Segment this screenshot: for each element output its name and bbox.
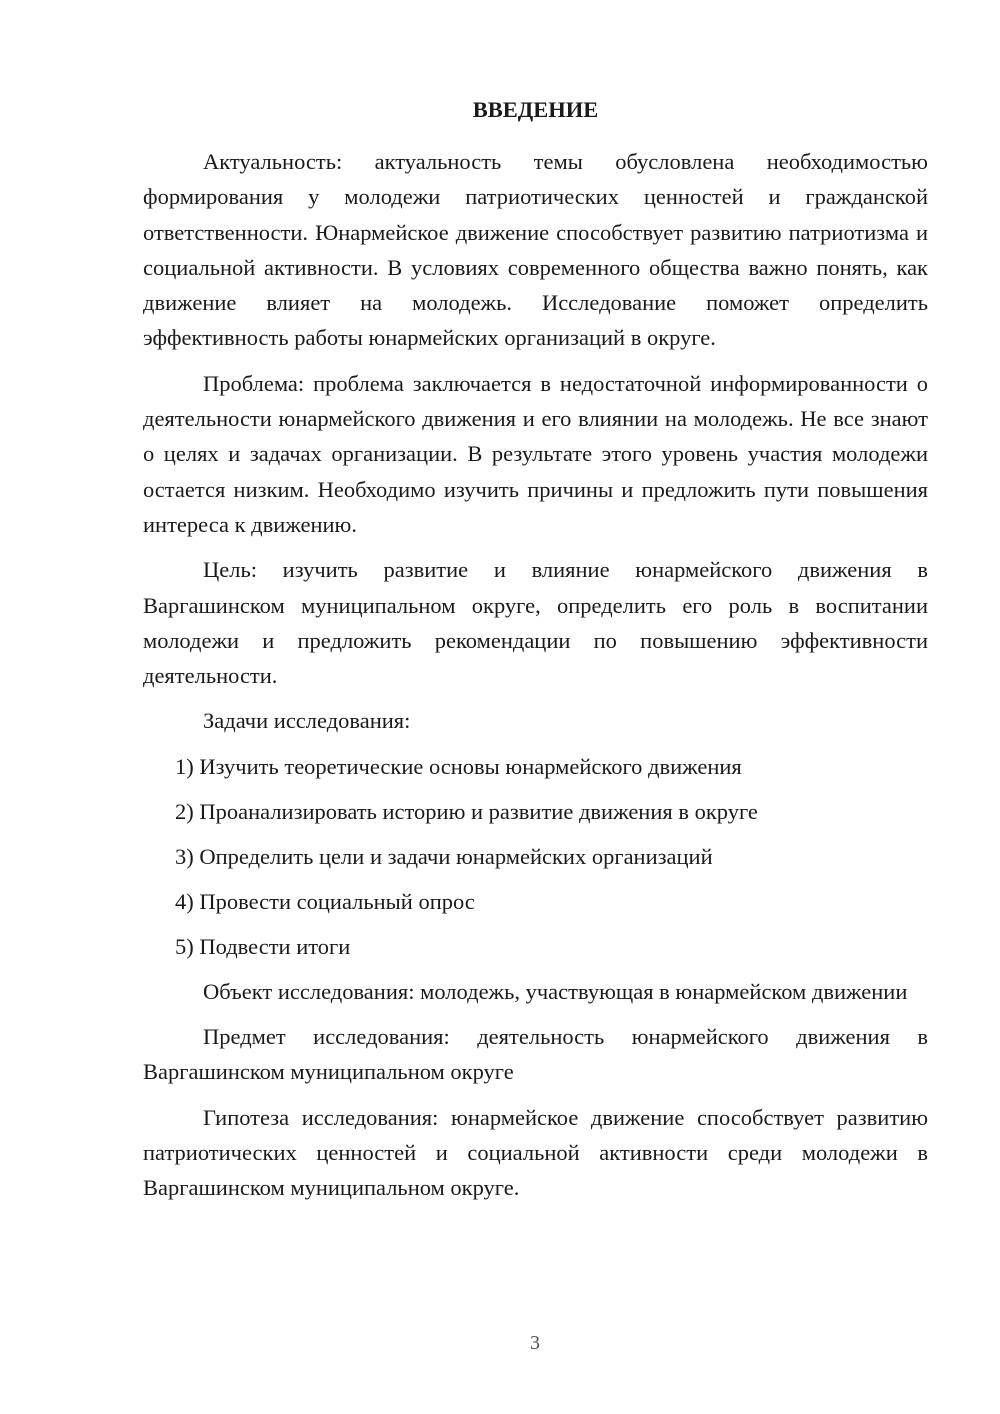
tasks-heading: Задачи исследования: (203, 708, 411, 734)
goal-paragraph: Цель: изучить развитие и влияние юнармейского движения в Варгашинском муниципальном округе, определить его роль в воспитании молодежи и предложить рекомендации по повышению эффективности деятельности. (143, 557, 928, 689)
task-item: 3) Определить цели и задачи юнармейских организаций (175, 843, 713, 869)
page-number: 3 (530, 1332, 540, 1354)
document-page (143, 92, 928, 1215)
hypothesis-paragraph: Гипотеза исследования: юнармейское движение способствует развитию патриотических ценностей и социальной активности среди молодежи в Варгашинском муниципальном округе. (143, 1104, 928, 1201)
task-item: 5) Подвести итоги (175, 933, 351, 959)
object-paragraph: Объект исследования: молодежь, участвующая в юнармейском движении (203, 978, 908, 1004)
subject-paragraph: Предмет исследования: деятельность юнармейского движения в Варгашинском муниципальном округе (143, 1023, 928, 1085)
relevance-paragraph: Актуальность: актуальность темы обусловлена необходимостью формирования у молодежи патриотических ценностей и гражданской ответственности. Юнармейское движение способствует развитию патриотизма и социальной активности. В условиях современного общества важно понять, как движение влияет на молодежь. Исследование поможет определить эффективность работы юнармейских организаций в округе. (143, 149, 928, 351)
page-title: ВВЕДЕНИЕ (472, 97, 599, 122)
task-item: 4) Провести социальный опрос (175, 888, 475, 914)
tasks-list (143, 749, 928, 964)
problem-paragraph: Проблема: проблема заключается в недостаточной информированности о деятельности юнармейского движения и его влиянии на молодежь. Не все знают о целях и задачах организации. В результате этого уровень участия молодежи остается низким. Необходимо изучить причины и предложить пути повышения интереса к движению. (143, 370, 928, 537)
task-item: 1) Изучить теоретические основы юнармейского движения (175, 753, 742, 779)
task-item: 2) Проанализировать историю и развитие движения в округе (175, 798, 758, 824)
